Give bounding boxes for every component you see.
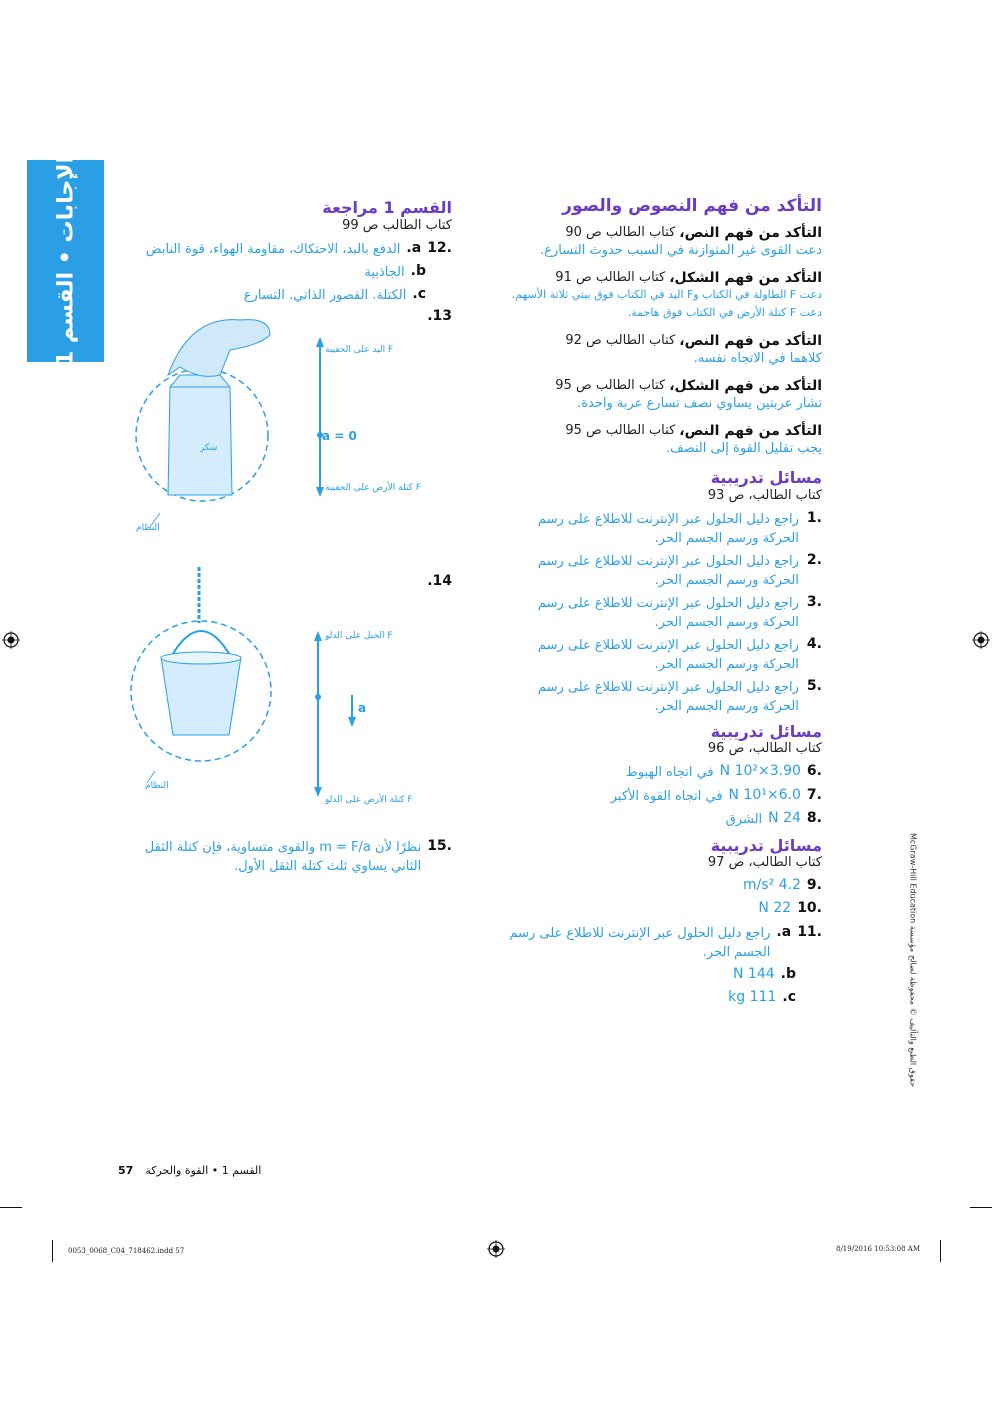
check-3 xyxy=(482,333,822,368)
check-answer: دعت F الطاولة في الكتاب وF اليد في الكتاب فوق بيتي ثلاثة الأسهم. xyxy=(511,288,822,301)
item-number: .10 xyxy=(797,900,822,916)
check-ref: كتاب الطالب ص 95 xyxy=(565,423,676,438)
q-number: .12 xyxy=(427,240,452,256)
check-question: التأكد من فهم الشكل، xyxy=(669,378,822,394)
bag-free-body-diagram xyxy=(120,305,460,545)
check-question: التأكد من فهم النص، xyxy=(679,225,822,241)
footer-section: القسم 1 • القوة والحركة xyxy=(145,1164,262,1177)
practice-item-7 xyxy=(611,787,822,806)
bucket-free-body-diagram xyxy=(125,565,445,815)
copyright-text: حقوق الطبع والتأليف © محفوظة لصالح مؤسسة McGraw-Hill Education xyxy=(908,833,918,1087)
practice-item-4 xyxy=(512,636,822,674)
check-question: التأكد من فهم النص، xyxy=(679,333,822,349)
practice-item-10 xyxy=(758,900,822,916)
force-earth-label: F كتلة الأرض على الحقيبة xyxy=(325,483,422,493)
q13-diagram xyxy=(120,305,460,545)
registration-mark-icon xyxy=(972,631,990,649)
q15-answer: نظرًا لأن m = F/a والقوى متساوية، فإن كتلة الثقل الثاني يساوي ثلث كتلة الثقل الأول. xyxy=(144,840,422,874)
sub-answer-b: الجاذبية xyxy=(364,265,405,280)
sub-answer-b: 144 N xyxy=(732,966,775,982)
checks-heading: التأكد من فهم النصوص والصور xyxy=(562,196,822,216)
crop-mark xyxy=(52,1240,53,1262)
item-value: 24 N xyxy=(768,810,801,826)
check-answer: كلاهما في الاتجاه نفسه. xyxy=(693,351,822,366)
check-answer: دعت القوى غير المتوازنة في السبب حدوث التسارع. xyxy=(540,243,822,258)
item-answer: راجع دليل الحلول عبر الإنترنت للاطلاع على رسم الحركة ورسم الجسم الحر. xyxy=(537,680,799,714)
check-question: التأكد من فهم الشكل، xyxy=(669,270,822,286)
item-answer: راجع دليل الحلول عبر الإنترنت للاطلاع على رسم الحركة ورسم الجسم الحر. xyxy=(537,638,799,672)
system-label: النظام xyxy=(145,781,169,791)
system-label: النظام xyxy=(136,523,160,533)
item-number: .6 xyxy=(806,763,822,779)
sub-label-b: b. xyxy=(410,263,426,279)
item-number: .7 xyxy=(806,787,822,803)
sub-label-a: a. xyxy=(406,240,422,256)
check-answer: تشار عربتين يساوي نصف تسارع عربة واحدة. xyxy=(577,396,822,411)
item-answer: راجع دليل الحلول عبر الإنترنت للاطلاع على رسم الحركة ورسم الجسم الحر. xyxy=(537,554,799,588)
practice-ref-1: كتاب الطالب، ص 93 xyxy=(707,488,822,503)
practice-item-11 xyxy=(492,924,822,962)
q12-a xyxy=(146,240,452,259)
check-4 xyxy=(482,378,822,413)
item-11-b xyxy=(733,966,796,982)
sub-answer-a: الدفع بالبد، الاحتكاك، مقاومة الهواء، قوة النابض xyxy=(145,242,401,257)
practice-item-8 xyxy=(726,810,822,829)
check-5 xyxy=(482,423,822,458)
practice-item-2 xyxy=(512,552,822,590)
bag-label: سكر xyxy=(200,443,218,453)
sub-label-c: c. xyxy=(782,989,796,1005)
sub-label-b: b. xyxy=(780,966,796,982)
item-value: 4.2 m/s² xyxy=(742,877,801,893)
item-text: الشرق xyxy=(725,812,763,827)
item-number: .9 xyxy=(806,877,822,893)
practice-item-6 xyxy=(626,763,822,782)
item-value: 6.0×10¹ N xyxy=(728,787,801,803)
practice-ref-2: كتاب الطالب، ص 96 xyxy=(707,741,822,756)
check-ref: كتاب الطالب ص 91 xyxy=(555,270,666,285)
item-11-c xyxy=(728,989,796,1005)
slug-file: 0053_0068_C04_718462.indd 57 xyxy=(68,1247,185,1255)
item-number: .5 xyxy=(806,678,822,694)
check-question: التأكد من فهم النص، xyxy=(679,423,822,439)
check-1 xyxy=(482,225,822,260)
practice-item-1 xyxy=(512,510,822,548)
item-text: في اتجاه الهبوط xyxy=(625,765,714,780)
practice-item-3 xyxy=(512,594,822,632)
crop-mark xyxy=(0,1207,22,1208)
q15 xyxy=(122,838,452,876)
q14-diagram xyxy=(125,565,445,815)
item-number: .3 xyxy=(806,594,822,610)
review-heading: القسم 1 مراجعة xyxy=(322,198,452,217)
item-number: .4 xyxy=(806,636,822,652)
q-number: .15 xyxy=(427,838,452,854)
registration-mark-icon xyxy=(2,631,20,649)
crop-mark xyxy=(970,1207,992,1208)
practice-item-9 xyxy=(743,877,822,893)
item-answer: راجع دليل الحلول عبر الإنترنت للاطلاع على رسم الحركة ورسم الجسم الحر. xyxy=(537,512,799,546)
check-ref: كتاب الطالب ص 90 xyxy=(565,225,676,240)
crop-mark xyxy=(940,1240,941,1262)
registration-mark-icon xyxy=(487,1240,505,1258)
q12-b xyxy=(364,263,426,282)
practice-heading-2: مسائل تدريبية xyxy=(710,722,822,741)
item-number: .1 xyxy=(806,510,822,526)
sub-label-a: a. xyxy=(776,924,792,940)
check-answer: يجب تقليل القوة إلى النصف. xyxy=(665,441,822,456)
practice-ref-3: كتاب الطالب، ص 97 xyxy=(707,855,822,870)
copyright-vertical xyxy=(906,810,920,1110)
item-value: 22 N xyxy=(758,900,792,916)
review-ref: كتاب الطالب ص 99 xyxy=(342,218,452,233)
practice-item-5 xyxy=(512,678,822,716)
item-text: في اتجاه القوة الأكبر xyxy=(610,789,723,804)
chapter-side-tab xyxy=(27,155,104,367)
q12-c xyxy=(244,286,426,305)
acceleration-label: a = 0 xyxy=(322,429,357,443)
item-number: .8 xyxy=(806,810,822,826)
sub-label-c: c. xyxy=(412,286,426,302)
check-2 xyxy=(482,270,822,322)
check-ref: كتاب الطالب ص 92 xyxy=(565,333,676,348)
page-number: 57 xyxy=(118,1164,134,1177)
item-answer: راجع دليل الحلول عبر الإنترنت للاطلاع على رسم الحركة ورسم الجسم الحر. xyxy=(537,596,799,630)
acceleration-label: a xyxy=(358,701,367,715)
force-hand-label: F اليد على الحقيبة xyxy=(325,345,394,355)
check-ref: كتاب الطالب ص 95 xyxy=(555,378,666,393)
slug-date: 8/19/2016 10:53:08 AM xyxy=(836,1245,921,1253)
q13-number: .13 xyxy=(427,308,452,324)
item-number: .2 xyxy=(806,552,822,568)
q14-number: .14 xyxy=(427,573,452,589)
force-rope-label: F الحبل على الدلو xyxy=(325,631,393,641)
page-footer xyxy=(118,1164,261,1177)
sub-answer-a: راجع دليل الحلول عبر الإنترنت للاطلاع على رسم الجسم الحر. xyxy=(509,926,771,960)
practice-heading-3: مسائل تدريبية xyxy=(710,836,822,855)
force-earth-label: F كتلة الأرض على الدلو xyxy=(325,795,413,805)
sub-answer-c: 111 kg xyxy=(728,989,777,1005)
check-answer-2: دعت F كتلة الأرض في الكتاب فوق هاجمة. xyxy=(627,306,822,319)
item-number: .11 xyxy=(797,924,822,940)
side-tab-label: الإجابات • القسم 1 xyxy=(53,155,78,367)
practice-heading-1: مسائل تدريبية xyxy=(710,468,822,487)
sub-answer-c: الكتلة. القصور الذاتي. التسارع xyxy=(243,288,407,303)
item-value: 3.90×10² N xyxy=(719,763,801,779)
